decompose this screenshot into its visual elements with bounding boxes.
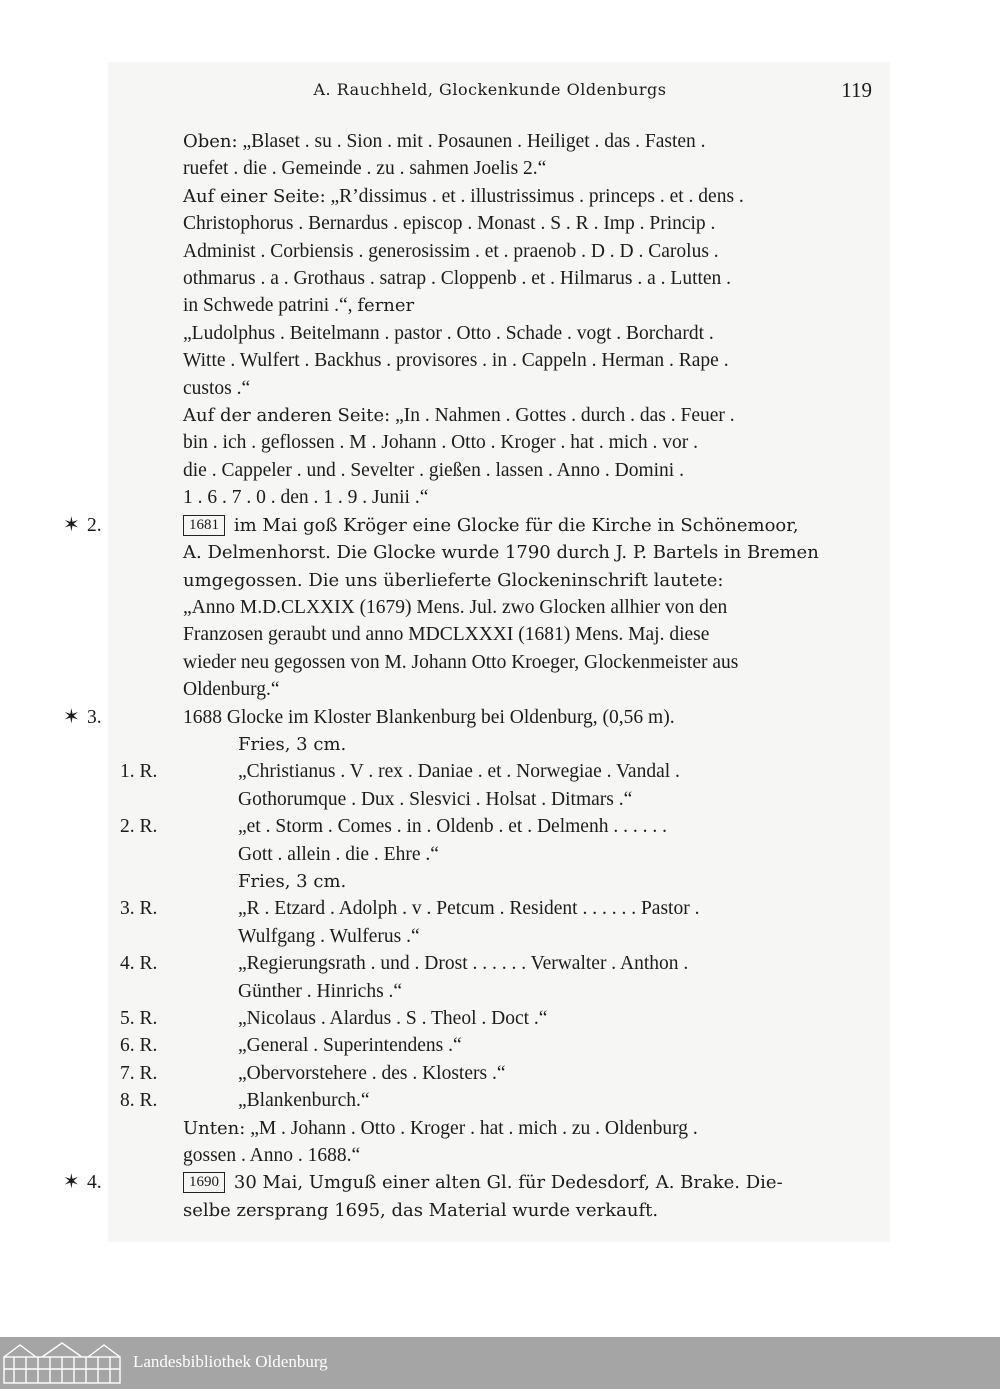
- text-line: umgegossen. Die uns überlieferte Glockeninschrift lautete:: [183, 569, 724, 591]
- rib-row: [120, 950, 872, 1005]
- star-icon: ✶: [63, 705, 80, 728]
- year-box: 1681: [183, 515, 225, 536]
- text-line: „Regierungsrath . und . Drost . . . . . . Verwalter . Anthon .: [238, 953, 689, 975]
- page-number: 119: [841, 78, 872, 102]
- rib-number: 4. R.: [120, 953, 158, 975]
- text-line: Wulfgang . Wulferus .“: [238, 925, 420, 947]
- library-building-icon: [2, 1341, 122, 1385]
- text-line: „M . Johann . Otto . Kroger . hat . mich . zu . Oldenburg .: [250, 1117, 698, 1139]
- page-body: [63, 128, 872, 1224]
- library-footer: [0, 1337, 1000, 1389]
- label-oben: Oben:: [183, 131, 238, 152]
- text-line: „In . Nahmen . Gottes . durch . das . Feuer .: [395, 405, 735, 427]
- star-icon: ✶: [63, 1171, 80, 1194]
- quote-line: wieder neu gegossen von M. Johann Otto Kroeger, Glockenmeister aus: [183, 651, 739, 673]
- text-line: A. Delmenhorst. Die Glocke wurde 1790 durch J. P. Bartels in Bremen: [183, 542, 819, 564]
- rib-number: 7. R.: [120, 1062, 158, 1084]
- running-title: A. Rauchheld, Glockenkunde Oldenburgs: [313, 80, 667, 99]
- text-line: custos .“: [183, 377, 251, 399]
- label-seite2: Auf der anderen Seite:: [183, 405, 391, 427]
- text-line: „Obervorstehere . des . Klosters .“: [238, 1062, 506, 1084]
- entry-2: [63, 512, 872, 704]
- library-name: Landesbibliothek Oldenburg: [133, 1352, 328, 1371]
- text-line: im Mai goß Kröger eine Glocke für die Kirche in Schönemoor,: [233, 514, 799, 536]
- quote-line: Oldenburg.“: [183, 679, 280, 701]
- text-line: Günther . Hinrichs .“: [238, 980, 403, 1002]
- rib-row: [120, 1005, 872, 1032]
- text-line: „Blaset . su . Sion . mit . Posaunen . Heiliget . das . Fasten .: [242, 131, 706, 152]
- text-line: „Nicolaus . Alardus . S . Theol . Doct .“: [238, 1008, 548, 1029]
- label-unten: Unten:: [183, 1117, 246, 1139]
- text-line: 1688 Glocke im Kloster Blankenburg bei Oldenburg, (0,56 m).: [183, 706, 675, 728]
- rib-row: [120, 1087, 872, 1114]
- text-line: Fries, 3 cm.: [238, 733, 347, 755]
- text-line: Gott . allein . die . Ehre .“: [238, 843, 439, 865]
- entry-number: 3.: [87, 706, 102, 728]
- rib-number: 6. R.: [120, 1035, 158, 1057]
- text-line: „et . Storm . Comes . in . Oldenb . et . Delmenh . . . . . .: [238, 816, 667, 838]
- text-line: „Christianus . V . rex . Daniae . et . Norwegiae . Vandal .: [238, 761, 680, 783]
- year-box: 1690: [183, 1172, 225, 1193]
- rib-row: [120, 758, 872, 813]
- entry-number: 4.: [87, 1172, 102, 1194]
- star-icon: ✶: [63, 513, 80, 536]
- text-line: 30 Mai, Umguß einer alten Gl. für Dedesdorf, A. Brake. Die-: [233, 1172, 783, 1194]
- label-seite1: Auf einer Seite:: [183, 185, 326, 207]
- rib-number: 2. R.: [120, 816, 158, 838]
- text-line: „Blankenburch.“: [238, 1090, 370, 1112]
- rib-number: 1. R.: [120, 761, 158, 783]
- text-line: Christophorus . Bernardus . episcop . Monast . S . R . Imp . Princip .: [183, 213, 716, 235]
- text-line: „R’dissimus . et . illustrissimus . princeps . et . dens .: [330, 185, 744, 207]
- text-line: Witte . Wulfert . Backhus . provisores . in . Cappeln . Herman . Rape .: [183, 350, 729, 372]
- entry-4: [63, 1169, 872, 1224]
- rib-row: [120, 813, 872, 895]
- text-line: die . Cappeler . und . Sevelter . gießen . lassen . Anno . Domini .: [183, 459, 684, 481]
- text-line: in Schwede patrini .“,: [183, 295, 353, 317]
- text-line: selbe zersprang 1695, das Material wurde verkauft.: [183, 1199, 659, 1221]
- paragraph-oben: [120, 128, 872, 183]
- text-line: bin . ich . geflossen . M . Johann . Otto . Kroger . hat . mich . vor .: [183, 432, 699, 454]
- text-line: „General . Superintendens .“: [238, 1035, 462, 1057]
- quote-line: „Anno M.D.CLXXIX (1679) Mens. Jul. zwo Glocken allhier von den: [183, 596, 728, 618]
- entry-3: [63, 704, 872, 731]
- rib-row: [120, 895, 872, 950]
- rib-number: 3. R.: [120, 898, 158, 920]
- text-line: „R . Etzard . Adolph . v . Petcum . Resident . . . . . . Pastor .: [238, 898, 700, 920]
- paragraph-seite2: [120, 402, 872, 512]
- text-line: Fries, 3 cm.: [238, 870, 347, 892]
- text-line: gossen . Anno . 1688.“: [183, 1145, 361, 1167]
- label-ferner: ferner: [357, 295, 415, 317]
- paragraph-ludolphus: [120, 320, 872, 402]
- quote-line: Franzosen geraubt und anno MDCLXXXI (1681) Mens. Maj. diese: [183, 624, 710, 646]
- rib-number: 8. R.: [120, 1090, 158, 1112]
- text-line: 1 . 6 . 7 . 0 . den . 1 . 9 . Junii .“: [183, 487, 429, 509]
- page-header: [108, 78, 872, 108]
- rib-number: 5. R.: [120, 1008, 158, 1029]
- text-line: othmarus . a . Grothaus . satrap . Cloppenb . et . Hilmarus . a . Lutten .: [183, 268, 732, 290]
- paragraph-seite1: [120, 183, 872, 320]
- paragraph-unten: [120, 1115, 872, 1170]
- text-line: „Ludolphus . Beitelmann . pastor . Otto . Schade . vogt . Borchardt .: [183, 322, 714, 344]
- rib-row: [120, 1032, 872, 1059]
- rib-row: [120, 1060, 872, 1087]
- text-line: Gothorumque . Dux . Slesvici . Holsat . Ditmars .“: [238, 788, 633, 810]
- text-line: ruefet . die . Gemeinde . zu . sahmen Joelis 2.“: [183, 158, 547, 180]
- fries-note: [120, 731, 872, 758]
- text-line: Administ . Corbiensis . generosissim . et . praenob . D . D . Carolus .: [183, 240, 719, 262]
- entry-number: 2.: [87, 514, 102, 536]
